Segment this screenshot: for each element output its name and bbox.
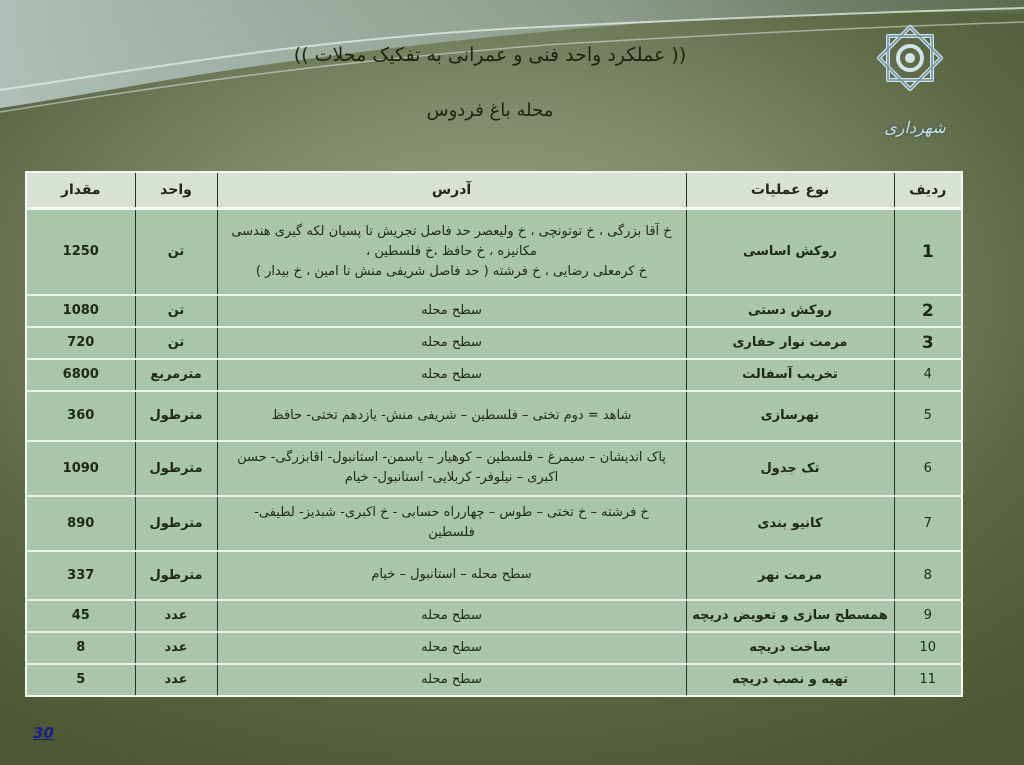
table-row	[26, 327, 962, 359]
address-cell	[217, 600, 686, 632]
address-line: سطح محله	[421, 671, 482, 687]
header-unit: واحد	[135, 172, 217, 209]
quantity: 890	[26, 496, 135, 551]
address-line: سطح محله	[421, 607, 482, 623]
unit: عدد	[135, 664, 217, 696]
operation-type: تک جدول	[686, 441, 894, 496]
operation-type: کانیو بندی	[686, 496, 894, 551]
row-number: 9	[894, 600, 962, 632]
quantity: 8	[26, 632, 135, 664]
address-line: خ آقا بزرگی ، خ توتونچی ، خ ولیعصر حد فاصل تجریش تا پسیان لکه گیری هندسی	[231, 223, 672, 239]
table-row	[26, 664, 962, 696]
address-cell	[217, 664, 686, 696]
address-line: سطح محله	[421, 334, 482, 350]
header-address: آدرس	[217, 172, 686, 209]
table-row	[26, 209, 962, 295]
quantity: 1250	[26, 209, 135, 295]
address-line: پاک اندیشان – سیمرغ – فلسطین – کوهیار – یاسمن- استانبول- اقابزرگی- حسن	[237, 450, 666, 465]
unit: عدد	[135, 632, 217, 664]
unit: تن	[135, 209, 217, 295]
table-header-row	[26, 172, 962, 209]
address-cell	[217, 391, 686, 441]
operation-type: مرمت نهر	[686, 551, 894, 600]
address-line: شاهد = دوم تختی – فلسطین – شریفی منش- یازدهم تختی- حافظ	[271, 407, 632, 423]
unit: مترطول	[135, 391, 217, 441]
row-number: 6	[894, 441, 962, 496]
address-cell	[217, 496, 686, 551]
address-cell	[217, 209, 686, 295]
header-row-number: ردیف	[894, 172, 962, 209]
unit: عدد	[135, 600, 217, 632]
header-operation-type: نوع عملیات	[686, 172, 894, 209]
quantity: 45	[26, 600, 135, 632]
address-line: خ فرشته – خ تختی – طوس – چهارراه حسابی - خ اکبری- شبدیز- لطیفی-	[254, 505, 649, 520]
operation-type: تخریب آسفالت	[686, 359, 894, 391]
table-row	[26, 441, 962, 496]
page-title: (( عملکرد واحد فنی و عمرانی به تفکیک محلات ))	[293, 44, 687, 66]
table-row	[26, 632, 962, 664]
table-row	[26, 295, 962, 327]
quantity: 720	[26, 327, 135, 359]
address-cell	[217, 295, 686, 327]
table-row	[26, 496, 962, 551]
quantity: 1080	[26, 295, 135, 327]
row-number: 1	[894, 209, 962, 295]
row-number: 11	[894, 664, 962, 696]
row-number: 10	[894, 632, 962, 664]
operations-table	[25, 171, 963, 697]
unit: تن	[135, 327, 217, 359]
header-quantity: مقدار	[26, 172, 135, 209]
row-number: 5	[894, 391, 962, 441]
unit: مترمربع	[135, 359, 217, 391]
address-line: مکانیزه ، خ حافظ ،خ فلسطین ،	[366, 243, 537, 259]
row-number: 2	[894, 295, 962, 327]
address-cell	[217, 632, 686, 664]
address-line: سطح محله	[421, 639, 482, 655]
page-subtitle: محله باغ فردوس	[426, 100, 554, 121]
address-line: سطح محله	[421, 302, 482, 318]
table-row	[26, 359, 962, 391]
address-cell	[217, 359, 686, 391]
page-number: 30	[33, 724, 54, 742]
unit: تن	[135, 295, 217, 327]
quantity: 6800	[26, 359, 135, 391]
table-row	[26, 391, 962, 441]
row-number: 4	[894, 359, 962, 391]
row-number: 3	[894, 327, 962, 359]
operation-type: تهیه و نصب دریچه	[686, 664, 894, 696]
operation-type: روکش اساسی	[686, 209, 894, 295]
address-cell	[217, 441, 686, 496]
unit: مترطول	[135, 441, 217, 496]
address-line: سطح محله	[421, 366, 482, 382]
address-line: خ کرمعلی رضایی ، خ فرشته ( حد فاصل شریفی منش تا امین ، خ بیدار )	[255, 263, 648, 279]
address-line: فلسطین	[428, 525, 475, 540]
operation-type: مرمت نوار حفاری	[686, 327, 894, 359]
address-line: سطح محله – استانبول – خیام	[371, 567, 532, 582]
address-line: اکبری – نیلوفر- کربلایی- استانبول- خیام	[344, 470, 559, 485]
municipality-logo-text: شهرداری	[884, 118, 946, 137]
operation-type: نهرسازی	[686, 391, 894, 441]
table-row	[26, 551, 962, 600]
table-row	[26, 600, 962, 632]
quantity: 337	[26, 551, 135, 600]
address-cell	[217, 551, 686, 600]
quantity: 1090	[26, 441, 135, 496]
unit: مترطول	[135, 551, 217, 600]
operation-type: همسطح سازی و تعویض دریچه	[686, 600, 894, 632]
unit: مترطول	[135, 496, 217, 551]
operation-type: ساخت دریچه	[686, 632, 894, 664]
row-number: 7	[894, 496, 962, 551]
operation-type: روکش دستی	[686, 295, 894, 327]
row-number: 8	[894, 551, 962, 600]
quantity: 5	[26, 664, 135, 696]
address-cell	[217, 327, 686, 359]
quantity: 360	[26, 391, 135, 441]
